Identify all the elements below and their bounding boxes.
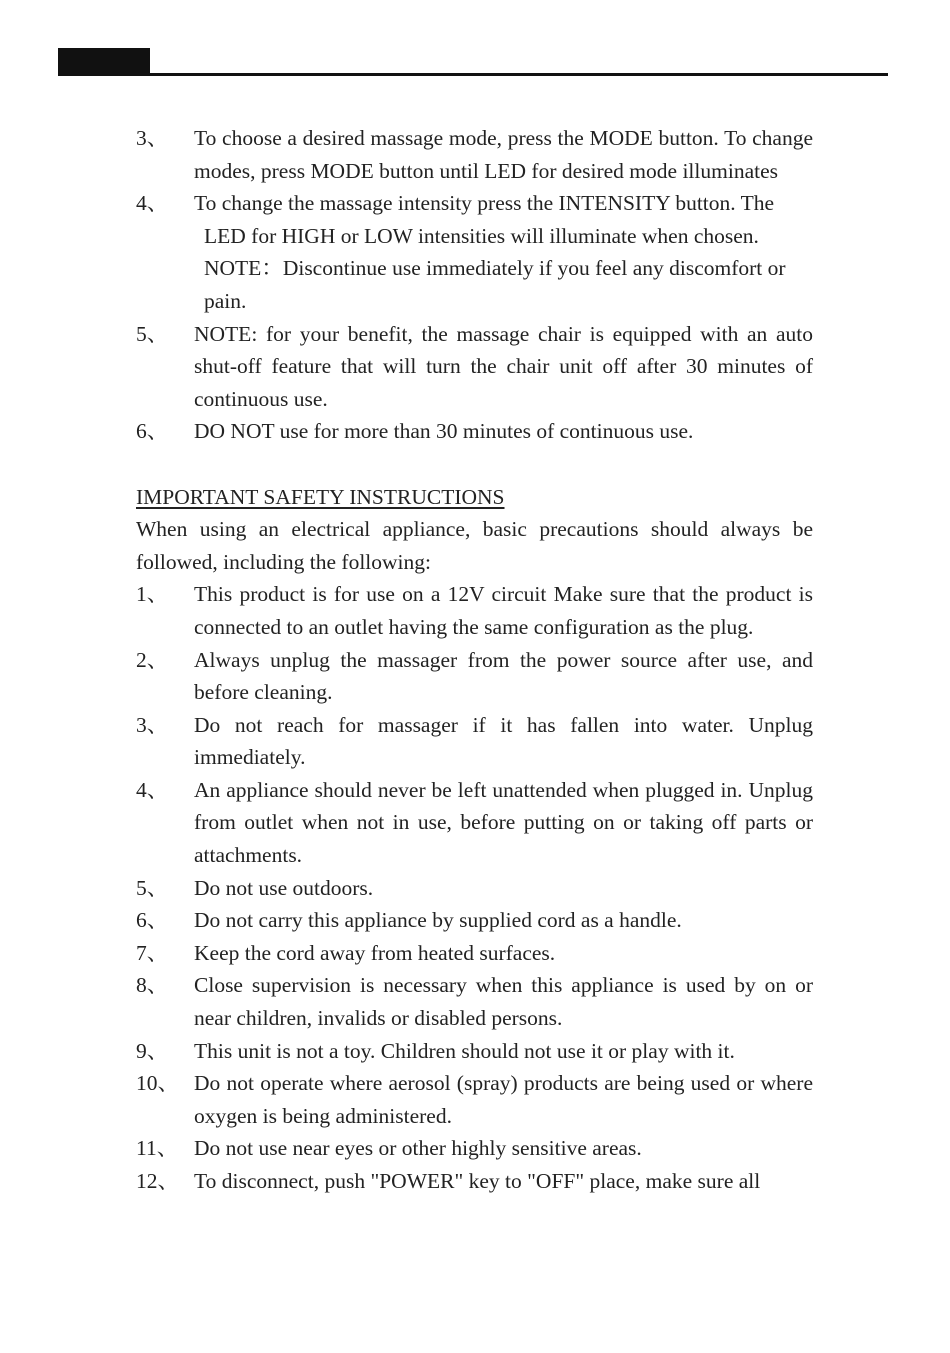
step-number: 3、 — [136, 126, 169, 150]
item-number: 9、 — [136, 1038, 169, 1063]
header-block — [58, 48, 150, 76]
item-text: To disconnect, push "POWER" key to "OFF" place, make sure all — [194, 1169, 761, 1193]
item-text: An appliance should never be left unattended when plugged in. Unplug from outlet when not in use, before putting on or taking off parts or attachments. — [194, 777, 813, 868]
item-text: Close supervision is necessary when this appliance is used by on or near children, invalids or disabled persons. — [194, 973, 813, 1031]
safety-item — [136, 578, 813, 643]
item-text: Do not use near eyes or other highly sensitive areas. — [194, 1136, 642, 1161]
safety-item — [136, 969, 813, 1034]
safety-intro: When using an electrical appliance, basic precautions should always be followed, including the following: — [136, 517, 813, 574]
item-number: 5、 — [136, 875, 169, 900]
step-note: NOTE：Discontinue use immediately if you feel any discomfort or pain. — [204, 256, 786, 313]
item-number: 2、 — [136, 647, 169, 672]
item-text: This product is for use on a 12V circuit Make sure that the product is connected to an outlet having the same configuration as the plug. — [194, 582, 813, 639]
item-number: 1、 — [136, 582, 169, 607]
step-text: NOTE: for your benefit, the massage chair is equipped with an auto shut-off feature that will turn the chair unit off after 30 minutes of continuous use. — [194, 321, 813, 411]
header-rule — [58, 73, 888, 76]
safety-item — [136, 644, 813, 709]
safety-heading: IMPORTANT SAFETY INSTRUCTIONS — [136, 484, 505, 509]
item-number: 11、 — [136, 1136, 179, 1161]
step-detail: LED for HIGH or LOW intensities will illuminate when chosen. — [204, 223, 759, 248]
safety-item — [136, 1132, 813, 1165]
item-text: Do not carry this appliance by supplied cord as a handle. — [194, 908, 682, 933]
step-number: 5、 — [136, 321, 169, 346]
safety-item — [136, 872, 813, 905]
item-text: Do not reach for massager if it has fallen into water. Unplug immediately. — [194, 712, 813, 770]
step-text: To change the massage intensity press the INTENSITY button. The — [194, 191, 775, 216]
step-number: 6、 — [136, 419, 169, 444]
item-text: Do not operate where aerosol (spray) products are being used or where oxygen is being administered. — [194, 1071, 813, 1128]
safety-item — [136, 774, 813, 872]
usage-step — [136, 415, 813, 448]
item-number: 8、 — [136, 973, 169, 998]
item-text: Keep the cord away from heated surfaces. — [194, 940, 556, 965]
safety-item — [136, 709, 813, 774]
item-number: 7、 — [136, 940, 169, 965]
safety-item — [136, 1165, 813, 1198]
item-number: 4、 — [136, 777, 169, 802]
item-number: 10、 — [136, 1071, 180, 1096]
item-number: 3、 — [136, 712, 169, 737]
safety-item — [136, 904, 813, 937]
safety-item — [136, 1035, 813, 1068]
page-content — [136, 122, 813, 1198]
step-text-group — [194, 187, 813, 317]
step-text: DO NOT use for more than 30 minutes of continuous use. — [194, 419, 694, 444]
item-text: Do not use outdoors. — [194, 875, 374, 900]
item-number: 6、 — [136, 908, 169, 933]
usage-step — [136, 122, 813, 187]
item-text: Always unplug the massager from the power source after use, and before cleaning. — [194, 647, 813, 705]
safety-item — [136, 1067, 813, 1132]
item-number: 12、 — [136, 1169, 180, 1193]
section-gap — [136, 448, 813, 481]
usage-step — [136, 318, 813, 416]
usage-step — [136, 187, 813, 317]
safety-item — [136, 937, 813, 970]
item-text: This unit is not a toy. Children should not use it or play with it. — [194, 1038, 735, 1063]
step-text: To choose a desired massage mode, press the MODE button. To change modes, press MODE button until LED for desired mode illuminates — [194, 126, 813, 183]
step-number: 4、 — [136, 191, 169, 216]
